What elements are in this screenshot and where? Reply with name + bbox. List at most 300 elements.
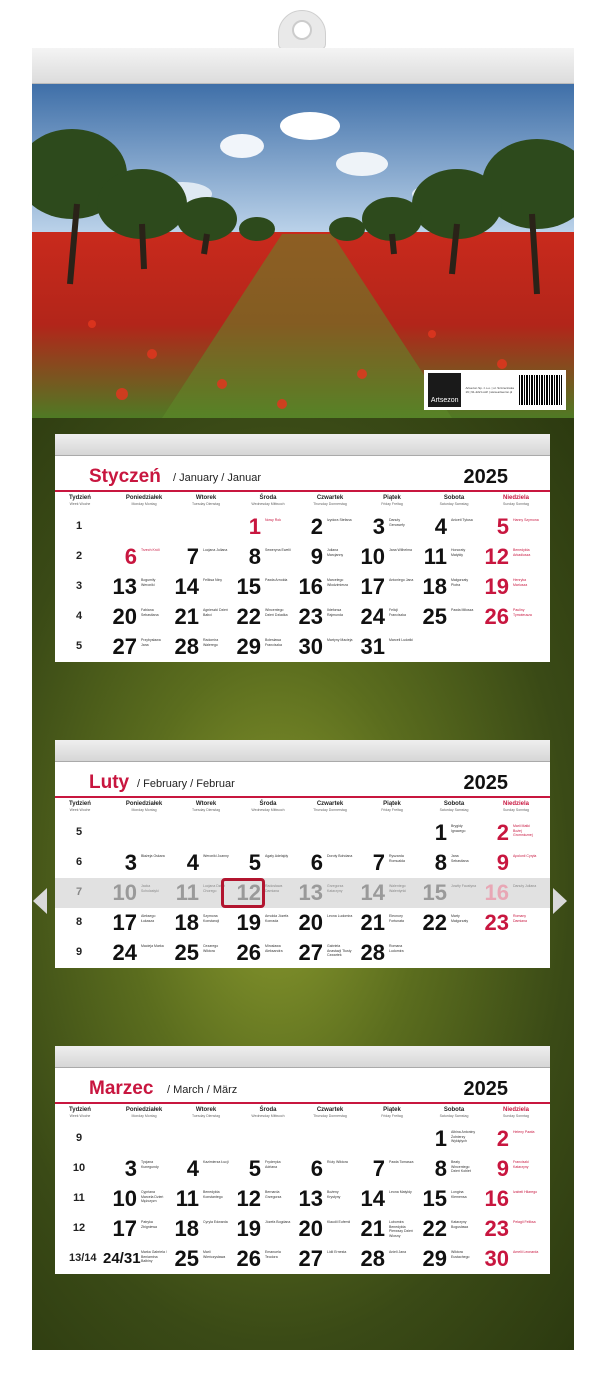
day-number: 3 [372,514,385,539]
day-cell [165,940,227,966]
week-row [55,1244,550,1274]
day-cell [227,514,289,540]
weekday-header [113,495,175,507]
day-cell [413,574,475,600]
name-day: Klaudii Eufemii [327,1220,351,1224]
day-number: 25 [174,940,199,965]
day-number: 1 [434,820,447,845]
day-cell [165,910,227,936]
weekday-name-translation: Monday Montag [131,1114,157,1118]
day-number: 4 [186,1156,199,1181]
day-number: 4 [434,514,447,539]
day-number: 20 [298,910,323,935]
day-cell [289,850,351,876]
day-number: 23 [298,604,323,629]
day-number: 11 [175,1186,199,1211]
day-number: 1 [248,514,261,539]
weekday-name-translation: Tuesday Dienstag [191,808,221,812]
week-number: 9 [75,1132,83,1144]
day-number: 9 [496,850,509,875]
day-cell [103,1156,165,1182]
hanger [278,10,326,50]
name-day: Gabriela Anastazji Tłusty Czwartek [327,944,352,957]
name-day: Katarzyny Bogusława [451,1220,469,1229]
day-cell [351,514,413,540]
name-day: Cypriana Marcela Dzień Mężczyzn [141,1190,164,1203]
day-cell [227,634,289,660]
day-cell [475,604,537,630]
name-day: Bernarda Grzegorza [265,1190,282,1199]
day-cell [351,1156,413,1182]
day-number: 13 [298,880,323,905]
day-number: 2 [496,1126,509,1151]
name-day: Lucjana Dzień Chorego [203,884,226,893]
day-number: 20 [112,604,137,629]
name-day: Hanny Szymona [513,518,539,522]
week-row [55,572,550,602]
day-cell [227,940,289,966]
week-number: 5 [75,826,83,838]
day-number: 15 [422,880,447,905]
day-cell [289,544,351,570]
weekday-name: Poniedziałek [125,1107,163,1113]
weekday-name-translation: Thursday Donnerstag [313,1114,347,1118]
day-cell [413,850,475,876]
name-day: Mirosława Aleksandra [265,944,283,953]
name-day: Radomira Walerego [203,638,219,647]
name-day: Romana Ludomira [389,944,404,953]
name-day: Agnieszki Dzień Babci [203,608,228,617]
name-day: Romany Damiana [513,914,528,923]
weekday-name-translation: Thursday Donnerstag [313,502,347,506]
day-number: 23 [484,910,509,935]
day-cell [227,574,289,600]
day-cell [413,910,475,936]
weekday-name: Środa [259,495,277,501]
year: 2025 [463,466,508,488]
day-cell [289,1156,351,1182]
day-cell [227,910,289,936]
day-cell [413,514,475,540]
name-day: Tycjana Kunegundy [141,1160,159,1169]
day-cell [165,604,227,630]
day-number: 8 [434,1156,447,1181]
month-header [55,1068,550,1104]
name-day: Aniceti Tytusa [451,518,473,522]
month-name-translations: / January / Januar [173,472,262,484]
day-number: 28 [360,940,385,965]
week-row [55,1154,550,1184]
name-day: Eleonory Fortunata [389,914,404,923]
name-day: Pawła Arnolda [265,578,288,582]
name-day: Marceli Ludwiki [389,638,413,642]
name-day: Pawła Tomasza [389,1160,414,1164]
weekday-name: Niedziela [502,495,529,501]
day-cell [475,850,537,876]
weekday-header [361,801,423,813]
month-card [55,434,550,662]
week-row [55,632,550,662]
day-number: 29 [236,634,261,659]
day-number: 24 [360,604,385,629]
name-day: Przybysława Jana [141,638,161,647]
weekday-name: Środa [259,801,277,807]
name-day: Grzegorza Katarzyny [327,884,344,893]
day-cell [227,1246,289,1272]
name-day: Jana Sebastiana [451,854,469,863]
name-day: Fryderyka Adriana [265,1160,281,1169]
weekday-header [299,801,361,813]
day-number: 7 [372,850,385,875]
day-cell [475,514,537,540]
week-number: 1 [75,520,83,532]
weekday-name: Tydzień [69,1107,91,1113]
day-cell [165,544,227,570]
name-day: Marcelego Włodzimierza [327,578,349,587]
week-number: 6 [75,856,83,868]
weekday-header [299,495,361,507]
day-cell [103,634,165,660]
day-cell [289,940,351,966]
day-number: 11 [175,880,199,905]
week-number: 11 [73,1192,85,1204]
day-number: 14 [360,880,385,905]
day-cell [103,1216,165,1242]
day-number: 16 [484,1186,509,1211]
weekday-name-translation: Sunday Sonntag [503,502,529,506]
weekday-name: Środa [259,1107,277,1113]
day-cell [351,850,413,876]
month-name-translations: / March / März [167,1084,238,1096]
day-cell [289,1246,351,1272]
day-cell [103,544,165,570]
weekday-header [299,1107,361,1119]
week-number: 9 [75,946,83,958]
weekday-header [485,1107,547,1119]
day-number: 6 [124,544,137,569]
weekday-header [361,495,423,507]
weekday-name-translation: Sunday Sonntag [503,808,529,812]
name-day: Lidii Ernesta [327,1250,347,1254]
name-day: Seweryna Ewelii [265,548,291,552]
day-number: 10 [112,1186,137,1211]
weekday-header [237,801,299,813]
name-day: Antoniego Jana [389,578,414,582]
week-number: 4 [75,610,83,622]
weekday-name-translation: Saturday Samstag [439,1114,469,1118]
day-number: 23 [484,1216,509,1241]
weekday-header-row [55,1104,550,1124]
day-cell [289,1186,351,1212]
barcode [519,375,562,405]
name-day: Heleny Pawła [513,1130,535,1134]
name-day: Henryka Mariusza [513,578,528,587]
day-cell [165,634,227,660]
day-cell [289,880,351,906]
name-day: Róży Wiktora [327,1160,348,1164]
day-number: 4 [186,850,199,875]
weekday-header [423,1107,485,1119]
name-day: Felicji Franciszka [389,608,406,617]
day-cell [227,604,289,630]
day-cell [165,880,227,906]
day-cell [475,1126,537,1152]
current-week-row [55,878,550,908]
weekday-name: Poniedziałek [125,801,163,807]
day-number: 6 [310,1156,323,1181]
day-cell [351,1246,413,1272]
day-number: 17 [112,910,137,935]
day-number: 10 [112,880,137,905]
weekday-name: Sobota [443,495,465,501]
day-cell [103,880,165,906]
day-number: 12 [236,1186,261,1211]
day-number: 17 [360,574,385,599]
weekday-header [63,1107,97,1119]
day-number: 19 [236,1216,261,1241]
week-row [55,1184,550,1214]
week-row [55,542,550,572]
card-top-strip [55,1046,550,1068]
day-cell [289,604,351,630]
day-cell [227,1216,289,1242]
weekday-name: Czwartek [316,801,344,807]
name-day: Albina Antoniny Żołnierzy Wyklętych [451,1130,476,1143]
weekday-name-translation: Week Woche [69,502,91,506]
name-day: Benedykta Konstantego [203,1190,223,1199]
day-number: 21 [360,910,385,935]
weekday-name-translation: Monday Montag [131,502,157,506]
weekday-name-translation: Saturday Samstag [439,808,469,812]
name-day: Szymona Konstancji [203,914,220,923]
day-cell [413,604,475,630]
day-cell [413,880,475,906]
day-number: 13 [112,574,137,599]
day-number: 12 [484,544,509,569]
card-top-strip [55,434,550,456]
day-number: 14 [174,574,199,599]
day-cell [351,574,413,600]
week-number: 10 [72,1162,86,1174]
day-cell [413,1216,475,1242]
month-card [55,740,550,968]
day-cell [475,910,537,936]
name-day: Izabeli Hilarego [513,1190,538,1194]
weekday-name-translation: Sunday Sonntag [503,1114,529,1118]
day-cell [351,910,413,936]
name-day: Macieja Marka [141,944,164,948]
weekday-name: Wtorek [195,495,217,501]
day-number: 28 [360,1246,385,1271]
weekday-header [485,495,547,507]
month-name: Luty [89,772,130,793]
header-strip [32,48,574,84]
day-number: 2 [310,514,323,539]
day-number: 26 [236,940,261,965]
name-day: Marty Małgorzaty [451,914,469,923]
weekday-name: Czwartek [316,495,344,501]
name-day: Agaty Adelajdy [265,854,289,858]
day-cell [351,604,413,630]
weekday-name: Sobota [443,1107,465,1113]
name-day: Lubomira Benedykta Pierwszy Dzień Wiosny [389,1220,413,1238]
day-cell [413,1186,475,1212]
day-number: 29 [422,1246,447,1271]
weekday-name-translation: Friday Freitag [381,808,403,812]
weekday-name: Poniedziałek [125,495,163,501]
name-day: Arnolda Józefa Konrada [265,914,289,923]
day-cell [413,1246,475,1272]
name-day: Danuty Juliana [513,884,537,888]
day-number: 9 [310,544,323,569]
day-cell [351,940,413,966]
day-number: 18 [422,574,447,599]
weekday-header [113,1107,175,1119]
day-cell [289,514,351,540]
day-cell [413,1156,475,1182]
day-number: 17 [112,1216,137,1241]
day-number: 18 [174,910,199,935]
weekday-name-translation: Week Woche [69,1114,91,1118]
month-name: Marzec [89,1078,154,1099]
name-day: Apolonii Cyryla [513,854,537,858]
day-number: 26 [484,604,509,629]
day-number: 19 [484,574,509,599]
weekday-name-translation: Monday Montag [131,808,157,812]
name-day: Jacka Scholastyki [141,884,159,893]
weekday-name: Niedziela [502,1107,529,1113]
day-cell [227,1186,289,1212]
name-day: Pelagii Feliksa [513,1220,536,1224]
day-number: 19 [236,910,261,935]
month-header [55,762,550,798]
weekday-header [175,1107,237,1119]
day-number: 22 [422,910,447,935]
weekday-name-translation: Wednesday Mittwoch [251,502,285,506]
name-day: Leona Ludomira [327,914,353,918]
week-number: 5 [75,640,83,652]
name-day: Walentego Walentynki [389,884,406,893]
hanger-hole [292,20,312,40]
day-cell [289,574,351,600]
month-header [55,456,550,492]
day-cell [289,1216,351,1242]
weekday-name-translation: Wednesday Mittwoch [251,808,285,812]
day-number: 7 [186,544,199,569]
day-number: 12 [236,880,261,905]
day-cell [475,820,537,846]
weekday-name-translation: Tuesday Dienstag [191,1114,221,1118]
publisher-info: Artsezon Sp. z o.o. | ul. Szczecinska 19 | 91-222 Łódź | www.artsezon.pl [465,386,514,394]
day-cell [103,1246,165,1272]
name-day: Fabiana Sebastiana [141,608,159,617]
day-cell [227,1156,289,1182]
day-number: 15 [422,1186,447,1211]
week-number: 8 [75,916,83,928]
name-day: Honoraty Matyldy [451,548,466,557]
weekday-name-translation: Week Woche [69,808,91,812]
weekday-header [63,801,97,813]
day-cell [103,940,165,966]
day-cell [289,910,351,936]
name-day: Leona Matyldy [389,1190,412,1194]
day-cell [413,544,475,570]
month-card [55,1046,550,1274]
week-number: 12 [72,1222,86,1234]
week-row [55,848,550,878]
weekday-name-translation: Thursday Donnerstag [313,808,347,812]
day-number: 9 [496,1156,509,1181]
weekday-header [423,801,485,813]
weekday-name: Niedziela [502,801,529,807]
day-cell [165,574,227,600]
day-cell [103,604,165,630]
month-name-translations: / February / Februar [137,778,235,790]
day-cell [103,850,165,876]
day-number: 5 [248,1156,261,1181]
name-day: Doroty Bohdana [327,854,353,858]
weekday-name: Piątek [383,1107,401,1113]
name-day: Nowy Rok [265,518,281,522]
day-cell [165,1246,227,1272]
name-day: Cezarego Wiktora [203,944,219,953]
day-number: 18 [174,1216,199,1241]
name-day: Cyryla Edwarda [203,1220,228,1224]
week-number: 13/14 [69,1252,97,1264]
day-number: 21 [360,1216,385,1241]
week-row [55,908,550,938]
day-cell [351,1216,413,1242]
name-day: Jana Wilhelma [389,548,412,552]
day-number: 25 [422,604,447,629]
day-number: 21 [174,604,199,629]
name-day: Marii Wieńczysława [203,1250,226,1259]
weekday-header [237,1107,299,1119]
week-number: 3 [75,580,83,592]
name-day: Pawła Miłosza [451,608,474,612]
day-number: 14 [360,1186,385,1211]
name-day: Weroniki Joanny [203,854,229,858]
name-day: Trzech Króli [141,548,160,552]
date-marker[interactable] [221,878,265,908]
name-day: Radosława Damiana [265,884,283,893]
weekday-name: Czwartek [316,1107,344,1113]
weekday-name-translation: Saturday Samstag [439,502,469,506]
weekday-name: Piątek [383,495,401,501]
weekday-name: Tydzień [69,495,91,501]
day-number: 15 [236,574,261,599]
day-number: 27 [298,1246,323,1271]
day-number: 10 [360,544,385,569]
day-cell [351,1186,413,1212]
name-day: Marka Gabriela / Beniamina Balbiny [141,1250,167,1263]
weekday-header [113,801,175,813]
day-number: 22 [422,1216,447,1241]
day-number: 13 [298,1186,323,1211]
weekday-header-row [55,492,550,512]
name-day: Błażeja Oskara [141,854,165,858]
day-number: 27 [112,634,137,659]
name-day: Feliksa Niny [203,578,223,582]
name-day: Ildefonsa Rajmunda [327,608,343,617]
day-number: 16 [298,574,323,599]
day-number: 8 [434,850,447,875]
weekday-name: Sobota [443,801,465,807]
week-number: 2 [75,550,83,562]
day-number: 31 [360,634,385,659]
name-day: Anieli Jana [389,1250,407,1254]
day-cell [475,1186,537,1212]
